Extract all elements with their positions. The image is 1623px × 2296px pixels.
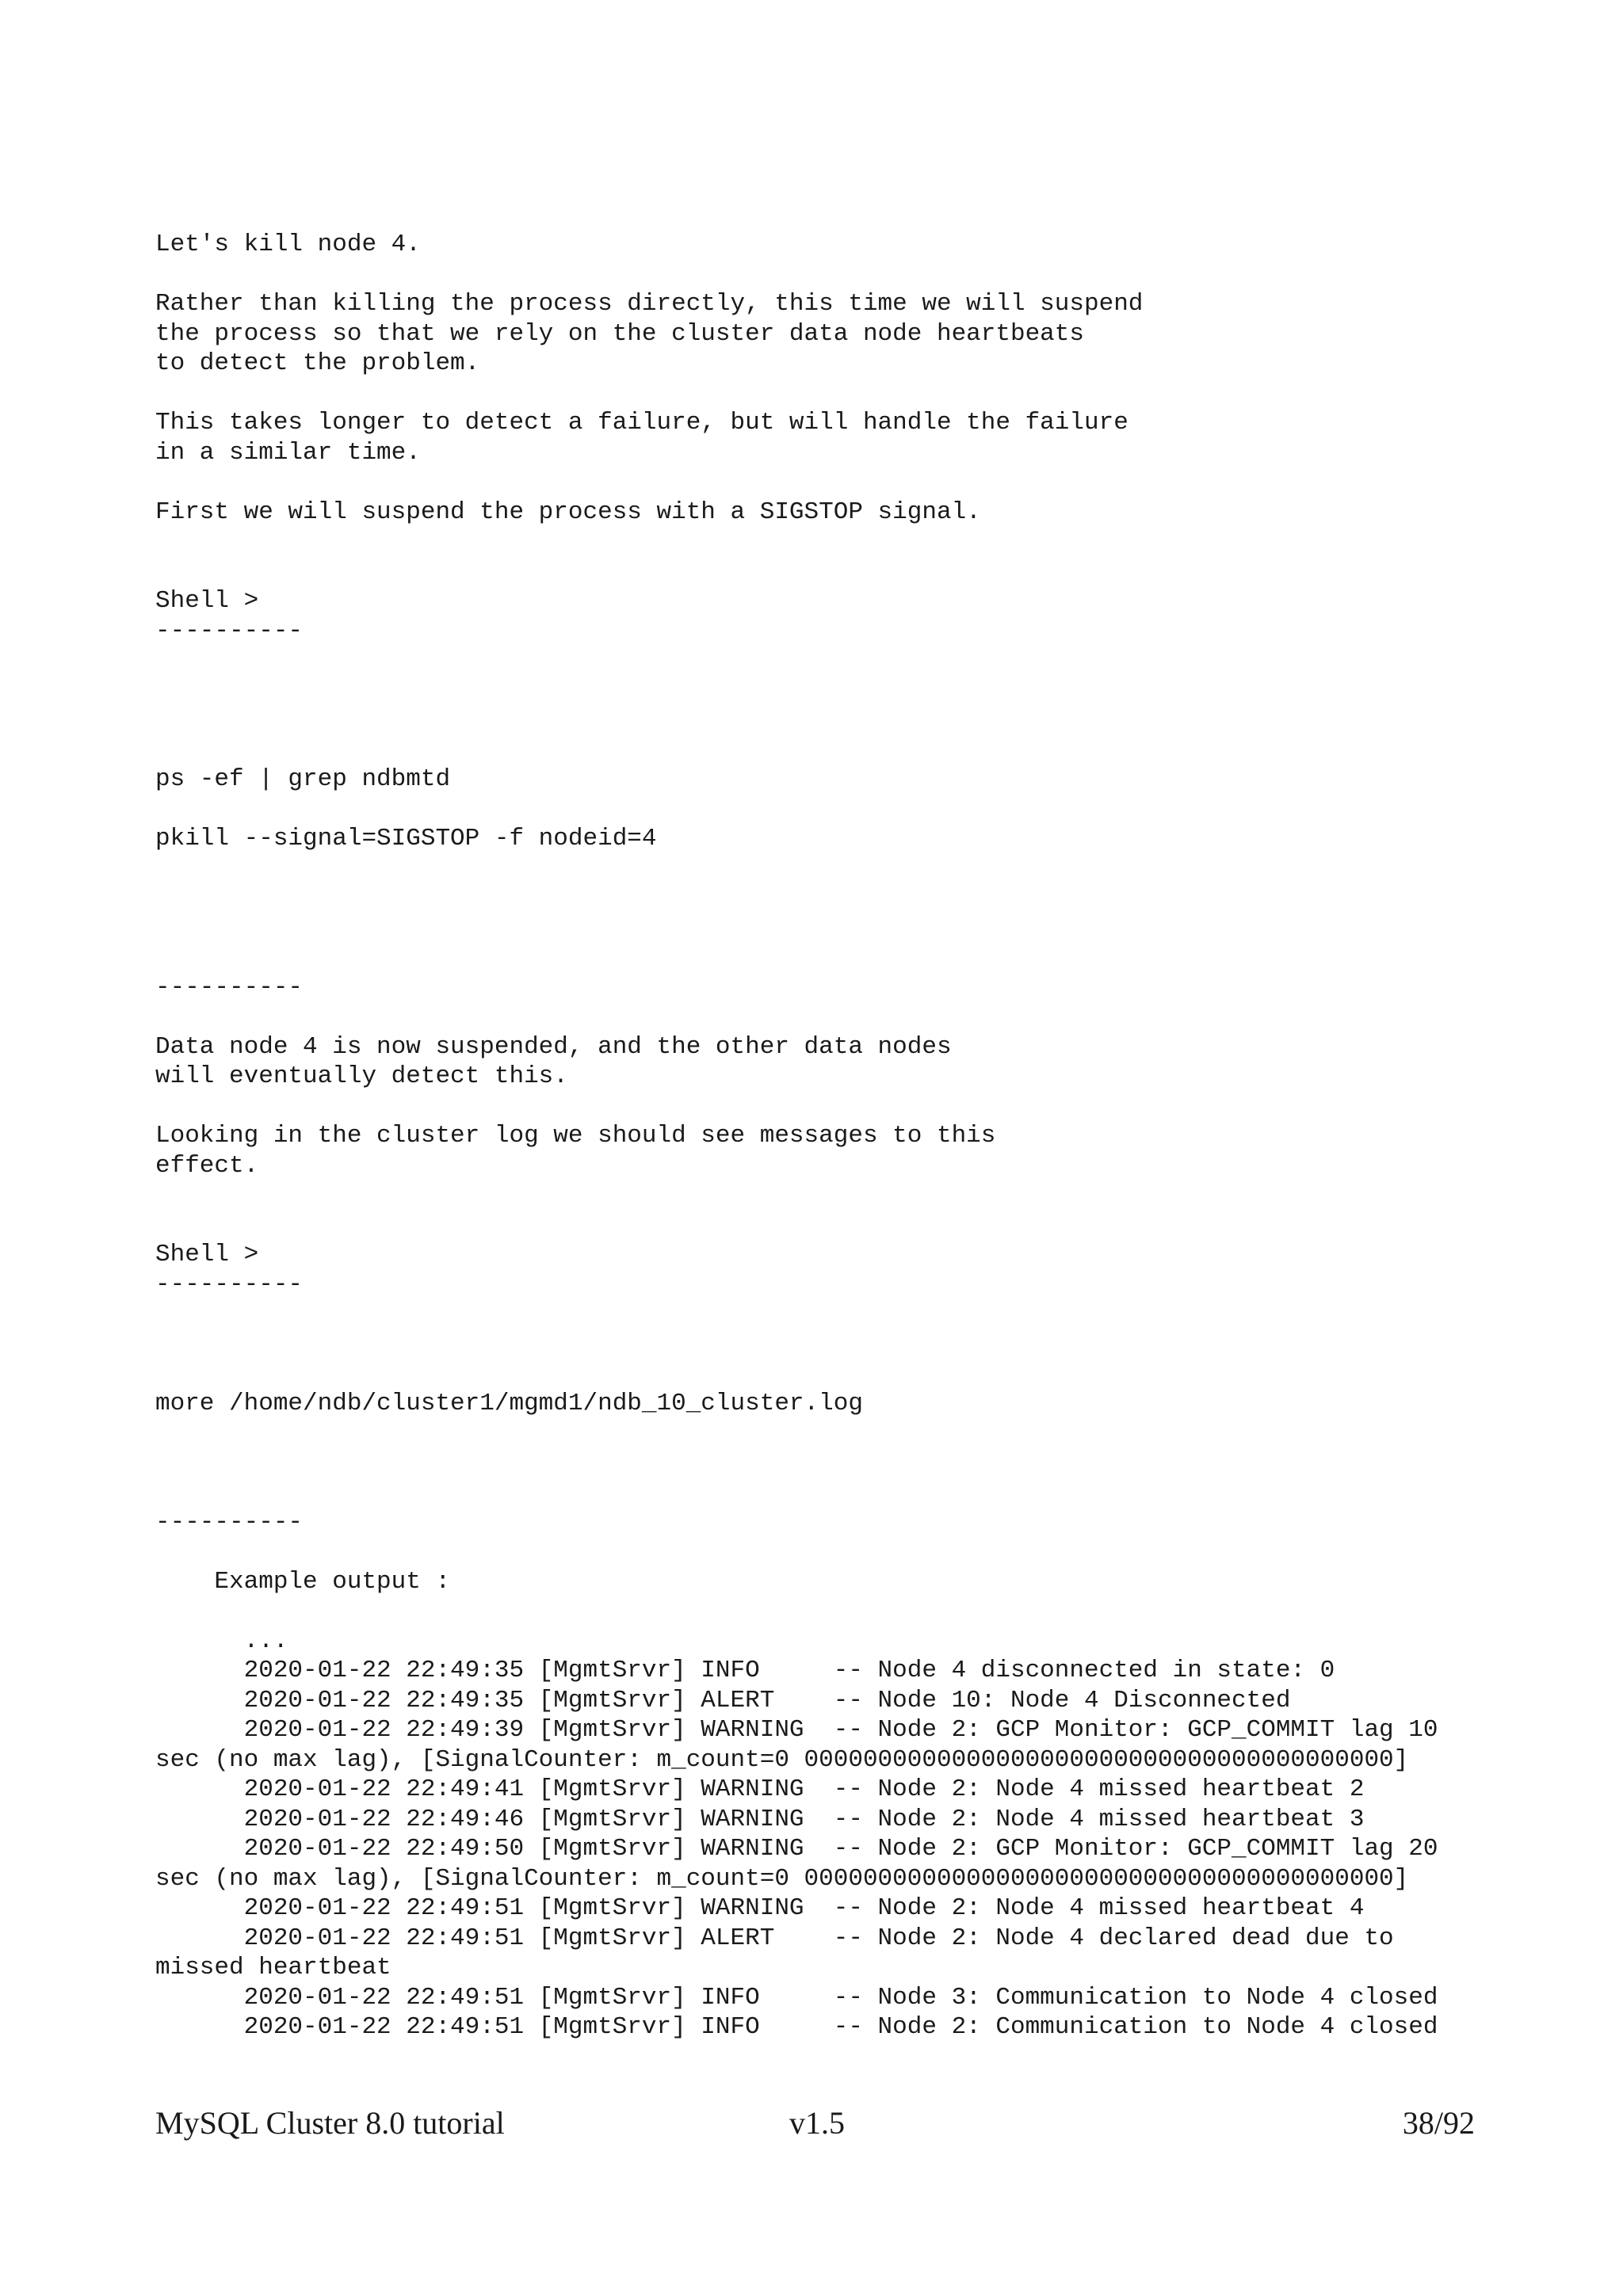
text-line: Data node 4 is now suspended, and the other data nodes [155, 1032, 952, 1061]
footer-title: MySQL Cluster 8.0 tutorial [155, 2105, 505, 2141]
text-line [155, 527, 1503, 557]
text-line: This takes longer to detect a failure, but will handle the failure [155, 409, 1128, 437]
text-line: Rather than killing the process directly, this time we will suspend [155, 290, 1144, 318]
text-line: 2020-01-22 22:49:35 [MgmtSrvr] INFO -- Node 4 disconnected in state: 0 [155, 1657, 1335, 1684]
text-line: more /home/ndb/cluster1/mgmd1/ndb_10_cluster.log [155, 1389, 863, 1417]
text-line: 2020-01-22 22:49:51 [MgmtSrvr] ALERT -- Node 2: Node 4 declared dead due to [155, 1924, 1394, 1952]
text-line [155, 883, 1503, 913]
text-line: 2020-01-22 22:49:50 [MgmtSrvr] WARNING -- Node 2: GCP Monitor: GCP_COMMIT lag 20 [155, 1835, 1438, 1863]
text-line [155, 735, 1503, 765]
text-line: 2020-01-22 22:49:51 [MgmtSrvr] WARNING -- Node 2: Node 4 missed heartbeat 4 [155, 1894, 1365, 1922]
text-line: Example output : [155, 1567, 451, 1596]
text-line: First we will suspend the process with a SIGSTOP signal. [155, 498, 981, 526]
text-line: Shell > [155, 1241, 259, 1268]
text-line [155, 1537, 1503, 1567]
text-line [155, 1329, 1503, 1360]
text-line [155, 676, 1503, 706]
text-line [155, 913, 1503, 944]
text-line: 2020-01-22 22:49:51 [MgmtSrvr] INFO -- Node 3: Communication to Node 4 closed [155, 1983, 1438, 2012]
text-line [155, 1418, 1503, 1448]
text-line [155, 1002, 1503, 1032]
text-line: the process so that we rely on the cluster data node heartbeats [155, 319, 1084, 348]
text-line: 2020-01-22 22:49:35 [MgmtSrvr] ALERT -- Node 10: Node 4 Disconnected [155, 1686, 1291, 1714]
text-line [155, 1478, 1503, 1508]
text-line [155, 467, 1503, 498]
footer-page-number: 38/92 [1402, 2105, 1475, 2141]
text-line: Looking in the cluster log we should see messages to this [155, 1122, 996, 1150]
text-line [155, 1180, 1503, 1211]
text-line: pkill --signal=SIGSTOP -f nodeid=4 [155, 825, 657, 852]
text-line [155, 1211, 1503, 1241]
text-line [155, 379, 1503, 409]
text-line [155, 795, 1503, 825]
text-line: ... [155, 1627, 288, 1655]
text-line: 2020-01-22 22:49:39 [MgmtSrvr] WARNING -- Node 2: GCP Monitor: GCP_COMMIT lag 10 [155, 1716, 1438, 1744]
text-line: Shell > [155, 587, 259, 615]
text-line: ---------- [155, 616, 304, 645]
text-line: 2020-01-22 22:49:51 [MgmtSrvr] INFO -- Node 2: Communication to Node 4 closed [155, 2013, 1438, 2041]
footer-version: v1.5 [789, 2105, 845, 2141]
text-line: in a similar time. [155, 438, 421, 467]
text-line: missed heartbeat [155, 1954, 391, 1981]
text-line: ---------- [155, 1270, 304, 1299]
text-line: sec (no max lag), [SignalCounter: m_count=0 0000000000000000000000000000000000000000] [155, 1745, 1409, 1774]
text-line [155, 854, 1503, 884]
text-line [155, 646, 1503, 676]
text-line [155, 705, 1503, 735]
text-line [155, 557, 1503, 587]
text-line: ---------- [155, 1508, 304, 1536]
text-line: sec (no max lag), [SignalCounter: m_count=0 0000000000000000000000000000000000000000] [155, 1864, 1409, 1893]
text-line [155, 1448, 1503, 1478]
text-line [155, 260, 1503, 290]
text-line: ---------- [155, 973, 304, 1001]
text-line: to detect the problem. [155, 349, 480, 377]
text-line: 2020-01-22 22:49:41 [MgmtSrvr] WARNING -- Node 2: Node 4 missed heartbeat 2 [155, 1775, 1365, 1803]
text-line [155, 1092, 1503, 1122]
text-line: will eventually detect this. [155, 1062, 568, 1090]
text-line: 2020-01-22 22:49:46 [MgmtSrvr] WARNING -- Node 2: Node 4 missed heartbeat 3 [155, 1805, 1365, 1833]
document-body [155, 230, 1503, 2042]
text-line [155, 1299, 1503, 1329]
text-line: effect. [155, 1151, 259, 1180]
page-footer [155, 2104, 1475, 2152]
text-line: Let's kill node 4. [155, 231, 421, 258]
text-line [155, 1359, 1503, 1389]
text-line [155, 1596, 1503, 1627]
text-line: ps -ef | grep ndbmtd [155, 765, 451, 793]
text-line [155, 943, 1503, 973]
